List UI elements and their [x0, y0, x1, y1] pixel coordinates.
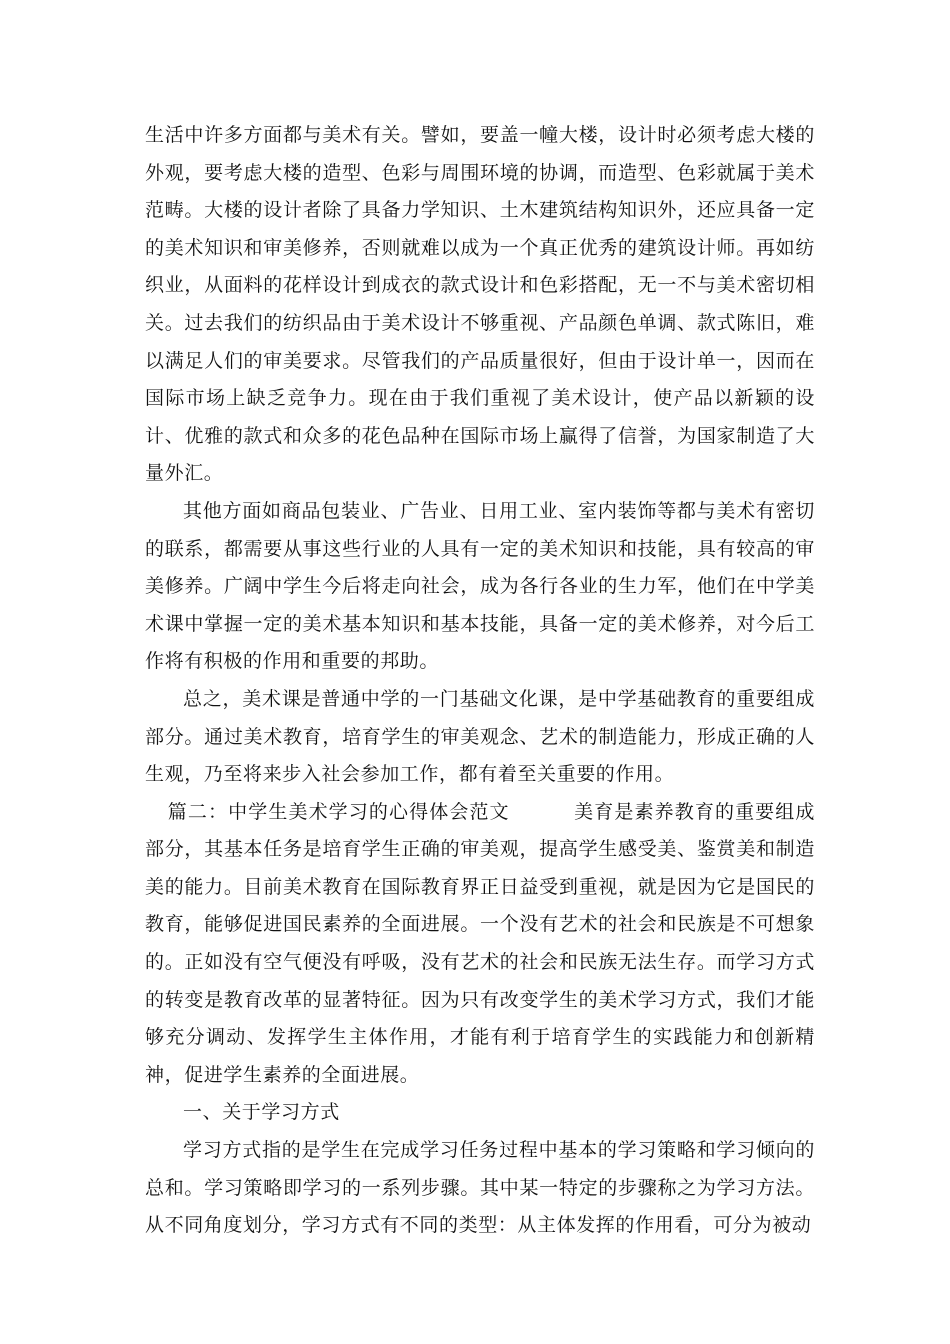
- paragraph-6: 学习方式指的是学生在完成学习任务过程中基本的学习策略和学习倾向的总和。学习策略即学习的一系列步骤。其中某一特定的步骤称之为学习方法。从不同角度划分，学习方式有不同的类型：从主体发挥的作用看，可分为被动: [145, 1139, 815, 1237]
- paragraph-4: [145, 794, 815, 1095]
- paragraph-2: 其他方面如商品包装业、广告业、日用工业、室内装饰等都与美术有密切的联系，都需要从事这些行业的人具有一定的美术知识和技能，具有较高的审美修养。广阔中学生今后将走向社会，成为各行各业的生力军，他们在中学美术课中掌握一定的美术基本知识和基本技能，具备一定的美术修养，对今后工作将有积极的作用和重要的邦助。: [145, 499, 815, 673]
- paragraph-4-text: 美育是素养教育的重要组成部分，其基本任务是培育学生正确的审美观，提高学生感受美、鉴赏美和制造美的能力。目前美术教育在国际教育界正日益受到重视，就是因为它是国民的教育，能够促进国民素养的全面进展。一个没有艺术的社会和民族是不可想象的。正如没有空气便没有呼吸，没有艺术的社会和民族无法生存。而学习方式的转变是教育改革的显著特征。因为只有改变学生的美术学习方式，我们才能够充分调动、发挥学生主体作用，才能有利于培育学生的实践能力和创新精神，促进学生素养的全面进展。: [145, 800, 815, 1086]
- paragraph-3: 总之，美术课是普通中学的一门基础文化课，是中学基础教育的重要组成部分。通过美术教育，培育学生的审美观念、艺术的制造能力，形成正确的人生观，乃至将来步入社会参加工作，都有着至关重要的作用。: [145, 687, 815, 786]
- section-heading: 篇二：中学生美术学习的心得体会范文: [167, 800, 510, 823]
- paragraph-1: 生活中许多方面都与美术有关。譬如，要盖一幢大楼，设计时必须考虑大楼的外观，要考虑大楼的造型、色彩与周围环境的协调，而造型、色彩就属于美术范畴。大楼的设计者除了具备力学知识、土木建筑结构知识外，还应具备一定的美术知识和审美修养，否则就难以成为一个真正优秀的建筑设计师。再如纺织业，从面料的花样设计到成衣的款式设计和色彩搭配，无一不与美术密切相关。过去我们的纺织品由于美术设计不够重视、产品颜色单调、款式陈旧，难以满足人们的审美要求。尽管我们的产品质量很好，但由于设计单一，因而在国际市场上缺乏竞争力。现在由于我们重视了美术设计，使产品以新颖的设计、优雅的款式和众多的花色品种在国际市场上赢得了信誉，为国家制造了大量外汇。: [145, 124, 815, 485]
- document-body: [145, 117, 815, 1245]
- subheading: 一、关于学习方式: [183, 1101, 340, 1124]
